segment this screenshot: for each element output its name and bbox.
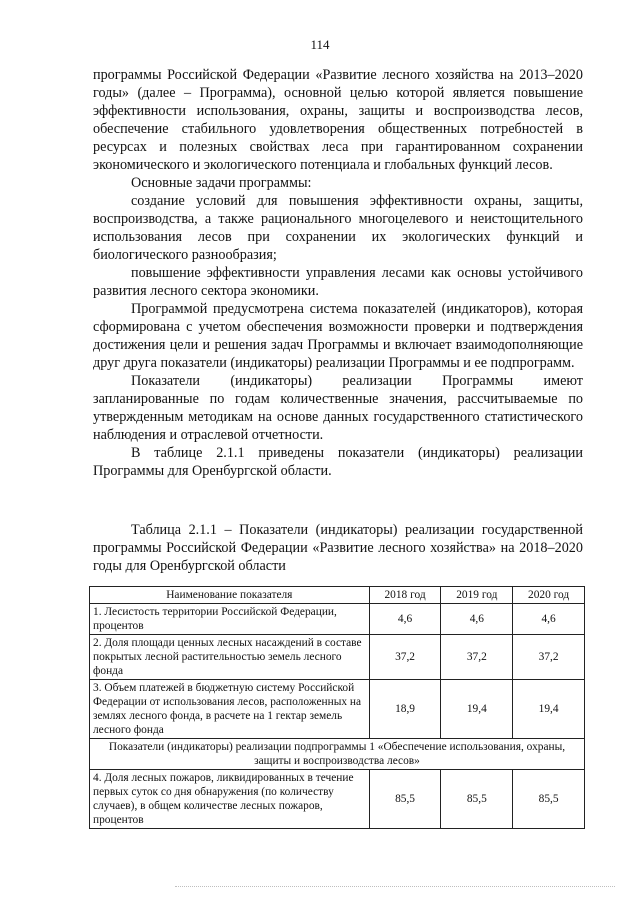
column-header: 2019 год xyxy=(441,587,513,604)
paragraph: создание условий для повышения эффективности охраны, защиты, воспроизводства, а также рационального многоцелевого и неистощительного использования лесов при сохранении их экологических функций и биологического разнообразия; xyxy=(93,193,583,263)
paragraph: В таблице 2.1.1 приведены показатели (индикаторы) реализации Программы для Оренбургской области. xyxy=(93,445,583,479)
table-header-row xyxy=(90,587,585,604)
column-header: 2018 год xyxy=(369,587,441,604)
subprogram-heading: Показатели (индикаторы) реализации подпрограммы 1 «Обеспечение использования, охраны, защиты и воспроизводства лесов» xyxy=(90,739,585,770)
indicator-name: 1. Лесистость территории Российской Федерации, процентов xyxy=(90,604,370,635)
indicator-name: 4. Доля лесных пожаров, ликвидированных в течение первых суток со дня обнаружения (по количеству случаев), в общем количестве лесных пожаров, процентов xyxy=(90,770,370,829)
indicator-value: 85,5 xyxy=(369,770,441,829)
paragraph: повышение эффективности управления лесами как основы устойчивого развития лесного сектора экономики. xyxy=(93,265,583,299)
indicator-value: 37,2 xyxy=(441,635,513,680)
page-number: 114 xyxy=(310,37,330,52)
indicator-value: 4,6 xyxy=(441,604,513,635)
paragraph: Программой предусмотрена система показателей (индикаторов), которая сформирована с учетом обеспечения возможности проверки и подтверждения достижения цели и решения задач Программы и включает взаимодополняющие друг друга показатели (индикаторы) реализации Программы и ее подпрограмм. xyxy=(93,301,583,371)
table-caption: Таблица 2.1.1 – Показатели (индикаторы) реализации государственной программы Российской Федерации «Развитие лесного хозяйства» на 2018–2020 годы для Оренбургской области xyxy=(93,522,583,574)
indicator-value: 37,2 xyxy=(369,635,441,680)
column-header: Наименование показателя xyxy=(90,587,370,604)
scan-artifact-line xyxy=(175,886,615,893)
indicator-value: 37,2 xyxy=(513,635,585,680)
paragraph: программы Российской Федерации «Развитие лесного хозяйства на 2013–2020 годы» (далее – Программа), основной целью которой является повышение эффективности использования, охраны, защиты и воспроизводства лесов, обеспечение стабильного удовлетворения общественных потребностей в ресурсах и полезных свойствах леса при гарантированном сохранении экономического и экологического потенциала и глобальных функций лесов. xyxy=(93,67,583,173)
indicator-name: 3. Объем платежей в бюджетную систему Российской Федерации от использования лесов, расположенных на землях лесного фонда, в расчете на 1 гектар земель лесного фонда xyxy=(90,680,370,739)
indicators-table xyxy=(89,586,585,829)
indicator-value: 4,6 xyxy=(369,604,441,635)
table-subheader-row xyxy=(90,739,585,770)
indicator-value: 4,6 xyxy=(513,604,585,635)
indicator-value: 85,5 xyxy=(513,770,585,829)
indicator-value: 19,4 xyxy=(513,680,585,739)
table-row xyxy=(90,635,585,680)
column-header: 2020 год xyxy=(513,587,585,604)
indicator-value: 19,4 xyxy=(441,680,513,739)
table-row xyxy=(90,770,585,829)
indicator-value: 18,9 xyxy=(369,680,441,739)
paragraph: Показатели (индикаторы) реализации Программы имеют запланированные по годам количественные значения, рассчитываемые по утвержденным методикам на основе данных государственного статистического наблюдения и отраслевой отчетности. xyxy=(93,373,583,443)
indicator-value: 85,5 xyxy=(441,770,513,829)
table-row xyxy=(90,604,585,635)
paragraph: Основные задачи программы: xyxy=(131,175,312,191)
table-row xyxy=(90,680,585,739)
indicator-name: 2. Доля площади ценных лесных насаждений в составе покрытых лесной растительностью земель лесного фонда xyxy=(90,635,370,680)
body-text xyxy=(93,66,583,480)
